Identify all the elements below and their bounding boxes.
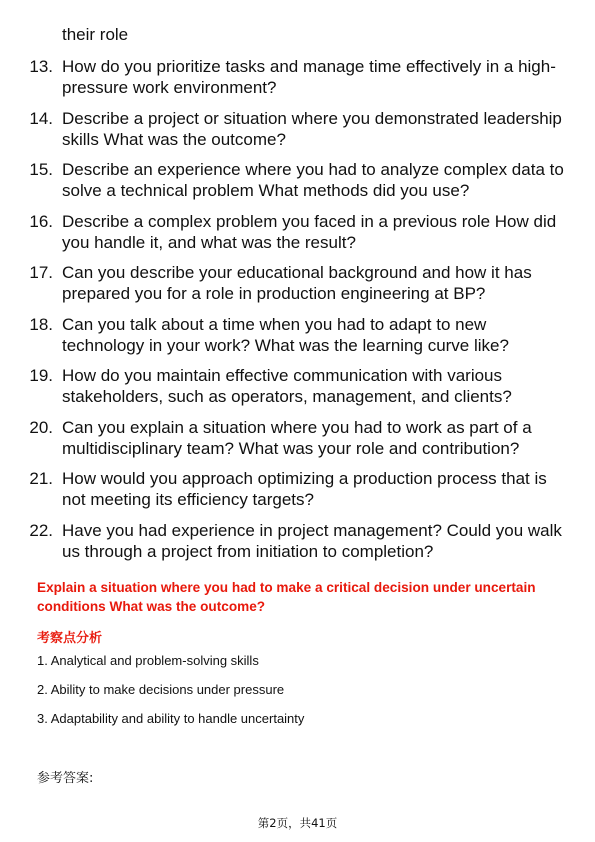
question-item bbox=[0, 108, 595, 150]
analysis-point: 1. Analytical and problem-solving skills bbox=[37, 653, 259, 668]
question-item bbox=[0, 211, 595, 253]
question-text: Describe a project or situation where you demonstrated leadership skills What was the outcome? bbox=[62, 108, 562, 149]
answer-label: 参考答案: bbox=[37, 771, 94, 786]
focus-question: Explain a situation where you had to make a critical decision under uncertain conditions What was the outcome? bbox=[37, 580, 536, 614]
question-item bbox=[0, 262, 595, 304]
question-text: How would you approach optimizing a production process that is not meeting its efficiency targets? bbox=[62, 469, 547, 509]
question-number: 16. bbox=[29, 211, 53, 231]
analysis-point: 2. Ability to make decisions under pressure bbox=[37, 682, 285, 697]
analysis-title: 考察点分析 bbox=[37, 631, 103, 646]
question-number: 21. bbox=[29, 469, 53, 488]
question-text: Can you explain a situation where you had to work as part of a multidisciplinary team? What was your role and contribution? bbox=[62, 417, 532, 458]
analysis-point: 3. Adaptability and ability to handle uncertainty bbox=[37, 711, 305, 726]
question-text: Describe an experience where you had to analyze complex data to solve a technical problem What methods did you use? bbox=[62, 160, 564, 200]
continuation-text: their role bbox=[62, 25, 129, 44]
question-text: How do you maintain effective communication with various stakeholders, such as operators, management, and clients? bbox=[62, 366, 512, 406]
question-number: 13. bbox=[29, 57, 53, 76]
question-item bbox=[0, 56, 595, 98]
question-number: 17. bbox=[29, 263, 53, 282]
question-number: 14. bbox=[29, 108, 53, 128]
question-item bbox=[0, 365, 595, 407]
question-number: 19. bbox=[29, 366, 53, 385]
question-number: 22. bbox=[29, 520, 53, 540]
question-text: Have you had experience in project management? Could you walk us through a project from initiation to completion? bbox=[62, 520, 562, 561]
question-text: Can you describe your educational background and how it has prepared you for a role in production engineering at BP? bbox=[62, 263, 532, 303]
question-item bbox=[0, 468, 595, 510]
question-text: Can you talk about a time when you had to adapt to new technology in your work? What was the learning curve like? bbox=[62, 314, 509, 355]
question-text: How do you prioritize tasks and manage time effectively in a high-pressure work environment? bbox=[62, 57, 556, 97]
question-item bbox=[0, 159, 595, 201]
question-item bbox=[0, 417, 595, 459]
question-item bbox=[0, 520, 595, 562]
question-list bbox=[0, 56, 595, 571]
question-item bbox=[0, 314, 595, 356]
question-text: Describe a complex problem you faced in a previous role How did you handle it, and what was the result? bbox=[62, 211, 557, 252]
question-number: 15. bbox=[29, 160, 53, 179]
page-footer: 第2页，共41页 bbox=[257, 816, 338, 830]
question-number: 20. bbox=[29, 417, 53, 437]
question-number: 18. bbox=[29, 314, 53, 334]
